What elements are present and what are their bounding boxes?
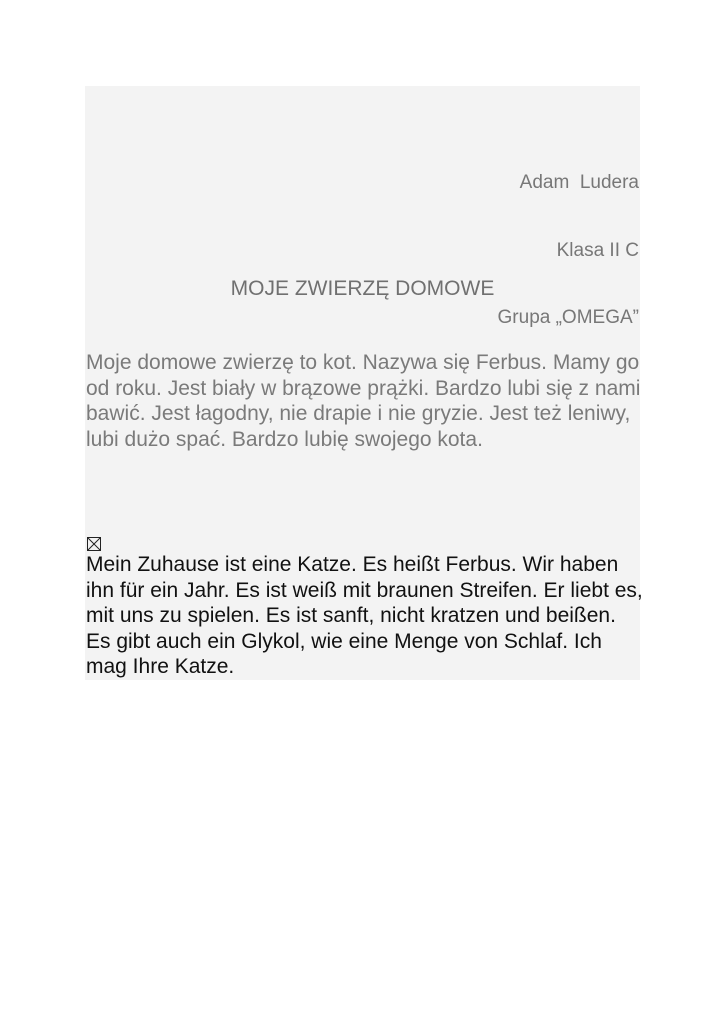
- author-info: [498, 127, 639, 375]
- polish-paragraph: Moje domowe zwierzę to kot. Nazywa się Ferbus. Mamy go od roku. Jest biały w brązowe prążki. Bardzo lubi się z nami bawić. Jest łagodny, nie drapie i nie gryzie. Jest też leniwy, lubi dużo spać. Bardzo lubię swojego kota.: [86, 351, 641, 451]
- broken-image-icon: [87, 537, 101, 551]
- german-paragraph: Mein Zuhause ist eine Katze. Es heißt Ferbus. Wir haben ihn für ein Jahr. Es ist weiß mit braunen Streifen. Er liebt es, mit uns zu spielen. Es ist sanft, nicht kratzen und beißen. Es gibt auch ein Glykol, wie eine Menge von Schlaf. Ich mag Ihre Katze.: [86, 553, 643, 678]
- class-name: Klasa II C: [556, 239, 639, 261]
- group-name: Grupa „OMEGA”: [497, 307, 639, 328]
- document-content-area: [85, 86, 643, 680]
- document-title: MOJE ZWIERZĘ DOMOWE: [230, 277, 495, 300]
- author-name: Adam Ludera: [519, 172, 639, 193]
